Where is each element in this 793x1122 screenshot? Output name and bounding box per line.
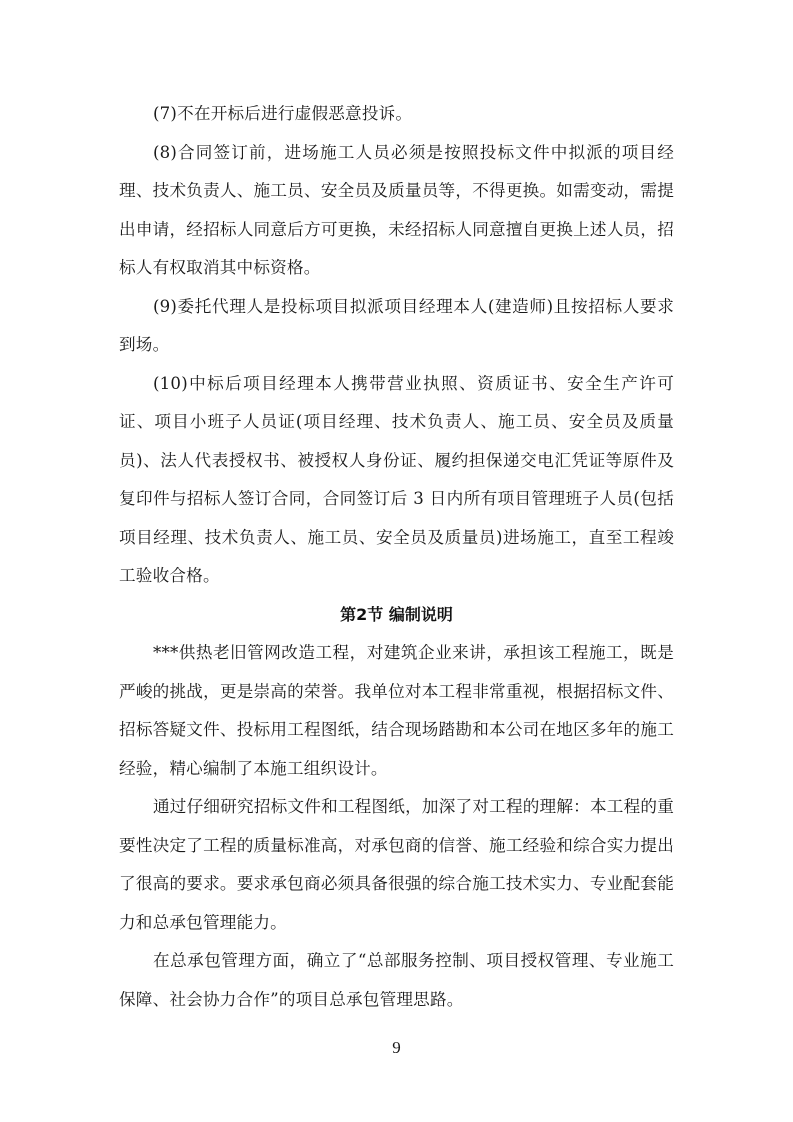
paragraph-item-10: (10)中标后项目经理本人携带营业执照、资质证书、安全生产许可证、项目小班子人员证(项目经理、技术负责人、施工员、安全员及质量员)、法人代表授权书、被授权人身份证、履约担保递交电汇凭证等原件及复印件与招标人签订合同，合同签订后 3 日内所有项目管理班子人员(包括项目经理、技术负责人、施工员、安全员及质量员)进场施工，直至工程竣工验收合格。 [119, 373, 674, 585]
paragraph-analysis: 通过仔细研究招标文件和工程图纸，加深了对工程的理解：本工程的重要性决定了工程的质量标准高，对承包商的信誉、施工经验和综合实力提出了很高的要求。要求承包商必须具备很强的综合施工技术实力、专业配套能力和总承包管理能力。 [119, 797, 674, 932]
page-number: 9 [392, 1038, 401, 1057]
section-heading: 第2节 编制说明 [340, 604, 453, 624]
paragraph-intro: ***供热老旧管网改造工程，对建筑企业来讲，承担该工程施工，既是严峻的挑战，更是崇高的荣誉。我单位对本工程非常重视，根据招标文件、招标答疑文件、投标用工程图纸，结合现场踏勘和本公司在地区多年的施工经验，精心编制了本施工组织设计。 [119, 643, 674, 778]
paragraph-item-7: (7)不在开标后进行虚假恶意投诉。 [153, 104, 413, 123]
paragraph-item-8: (8)合同签订前，进场施工人员必须是按照投标文件中拟派的项目经理、技术负责人、施工员、安全员及质量员等，不得更换。如需变动，需提出申请，经招标人同意后方可更换，未经招标人同意擅自更换上述人员，招标人有权取消其中标资格。 [119, 142, 674, 277]
paragraph-item-9: (9)委托代理人是投标项目拟派项目经理本人(建造师)且按招标人要求到场。 [119, 296, 674, 354]
paragraph-management: 在总承包管理方面，确立了“总部服务控制、项目授权管理、专业施工保障、社会协力合作”的项目总承包管理思路。 [119, 951, 674, 1009]
document-page [119, 95, 674, 1019]
